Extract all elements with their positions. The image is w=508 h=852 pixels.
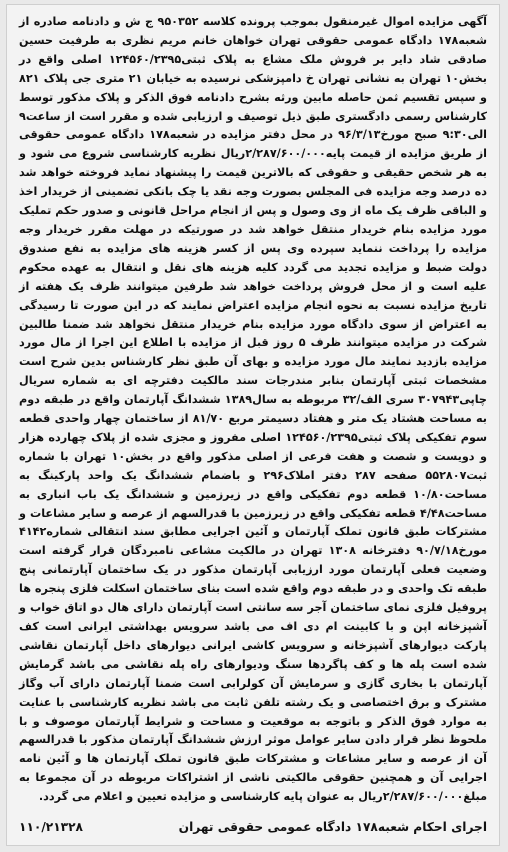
notice-footer — [19, 817, 487, 837]
auction-notice — [6, 4, 500, 846]
notice-text: آگهی مزایده اموال غیرمنقول بموجب پرونده کلاسه ۹۵۰۳۵۲ ج ش و دادنامه صادره از شعبه۱۷۸ دادگاه عمومی حقوقی تهران خواهان خانم مریم نظری به طرفیت حسین صادقی شاد دایر بر فروش ملک مشاع به پلاک ثبتی۱۲۴۵۶۰/۲۳۹۵ اصلی واقع در بخش۱۰ تهران به نشانی تهران خ دامپزشکی نرسیده به خیابان ۲۱ متری جی پلاک ۸۲۱ و سپس تقسیم ثمن حاصله مابین ورثه بشرح دادنامه فوق الذکر و پلاک مذکور توسط کارشناس رسمی دادگستری طبق ذیل توصیف و ارزیابی شده و مقرر است از ساعت۹ الی۹:۳۰ صبح مورخ۹۶/۳/۱۳ در محل دفتر مزایده در شعبه۱۷۸ دادگاه عمومی حقوقی از طریق مزایده از قیمت پایه۲/۲۸۷/۶۰۰/۰۰۰ریال نظریه کارشناسی شروع می شود و به هر شخص حقیقی و حقوقی که بالاترین قیمت را پیشنهاد نماید فروخته خواهد شد ده درصد وجه مزایده فی المجلس بصورت وجه نقد یا چک بانکی تضمینی از خریدار اخذ و الباقی ظرف یک ماه از وی وصول و پس از انجام مراحل قانونی و صدور حکم تملیک مورد مزایده بنام خریدار منتقل خواهد شد در صورتیکه در مهلت مقرر خریدار وجه مزایده را پرداخت ننماید سپرده وی پس از کسر هزینه های مزایده به نفع صندوق دولت ضبط و مزایده تجدید می گردد کلیه هزینه های نقل و انتقال به عهده محکوم علیه است و از محل فروش پرداخت خواهد شد طرفین میتوانند ظرف یک هفته از تاریخ مزایده نسبت به نحوه انجام مزایده اعتراض نمایند که در این صورت تا رسیدگی به اعتراض از سوی دادگاه مورد مزایده بنام خریدار منتقل نخواهد شد ضمنا طالبین شرکت در مزایده میتوانند ظرف ۵ روز قبل از مزایده با اطلاع این اجرا از مال مورد مزایده بازدید نمایند مال مورد مزایده و بهای آن طبق نظر کارشناس بدین شرح است مشخصات ثبتی آپارتمان بنابر مندرجات سند مالکیت دفترچه ای به شماره سریال چاپی۳۰۷۹۴۳ سری الف/۳۲ مربوطه به سال۱۳۸۹ ششدانگ آپارتمان واقع در طبقه دوم به مساحت هشتاد یک متر و هفتاد دسیمتر مربع ۸۱/۷۰ از ساختمان چهار واحدی قطعه سوم تفکیکی پلاک ثبتی۱۲۴۵۶۰/۲۳۹۵ اصلی مفروز و مجزی شده از پلاک چهارده هزار و دویست و شصت و هفت فرعی از اصلی مذکور واقع در بخش۱۰ تهران با شماره ثبت۵۵۲۸۰۷ صفحه ۲۸۷ دفتر املاک۲۹۶ و باضمام ششدانگ یک واحد پارکینگ به مساحت۱۰/۸۰ قطعه دوم تفکیکی واقع در زیرزمین و ششدانگ یک باب انباری به مساحت۴/۴۸ قطعه تفکیکی واقع در زیرزمین با قدرالسهم از عرصه و سایر مشاعات و مشترکات طبق قانون تملک آپارتمان و آئین اجرایی مطابق سند انتقالی شماره۴۱۴۲ مورخ۹۰/۷/۱۸ دفترخانه ۱۳۰۸ تهران در مالکیت مشاعی نامبردگان قرار گرفته است وضعیت فعلی آپارتمان مورد ارزیابی آپارتمان مذکور در یک ساختمان آپارتمانی پنج طبقه تک واحدی و در طبقه دوم واقع شده است بنای ساختمان اسکلت فلزی پنجره ها پروفیل فلزی نمای ساختمان آجر سه سانتی است آپارتمان دارای هال دو اتاق خواب و آشپزخانه اپن و با کابینت ام دی اف می باشد سرویس بهداشتی ایرانی است کف پارکت دیوارهای آشپزخانه و سرویس کاشی ایرانی دیوارهای داخل آپارتمان نقاشی شده است پله ها و کف پاگردها سنگ ودیوارهای راه پله نقاشی می باشد گرمایش آپارتمان با بخاری گازی و سرمایش آن کولرابی است ضمنا آپارتمان دارای آب وگاز مشترک و برق اختصاصی و یک رشته تلفن ثابت می باشد نظریه کارشناسی با عنایت به موارد فوق الذکر و باتوجه به موقعیت و مساحت و شرایط آپارتمان موصوف و با ملحوظ نظر قرار دادن سایر عوامل موثر ارزش ششدانگ آپارتمان مذکور با قدرالسهم آن از عرصه و سایر مشاعات و مشترکات طبق قانون تملک آپارتمان ها و آئین نامه اجرایی آن و همچنین حقوقی مالکیتی ناشی از اشتراکات مربوطه در آن مجموعا به مبلغ۲/۲۸۷/۶۰۰/۰۰۰ریال به عنوان پایه کارشناسی و مزایده تعیین و اعلام می گردد. — [19, 15, 488, 804]
notice-body — [19, 13, 487, 807]
document-number: ۱۱۰/۲۱۳۲۸ — [19, 820, 83, 834]
issuer-signature: اجرای احکام شعبه۱۷۸ دادگاه عمومی حقوقی تهران — [178, 820, 487, 834]
